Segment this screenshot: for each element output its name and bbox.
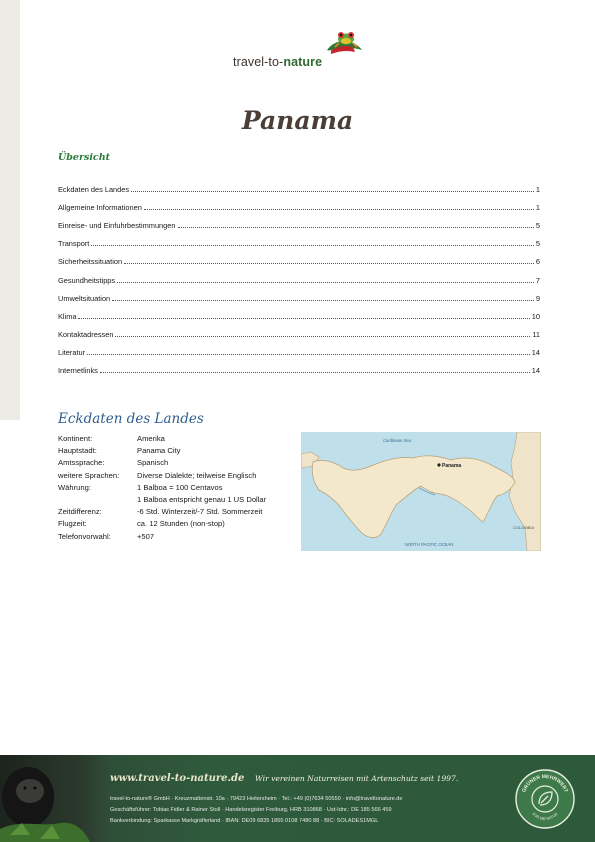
toc-entry-page: 5: [535, 221, 540, 231]
toc-entry[interactable]: [58, 357, 540, 375]
toc-entry-page: 1: [535, 203, 540, 213]
fact-row: [58, 506, 266, 518]
fact-value: Amerika: [137, 434, 165, 443]
toc-entry-label: Eckdaten des Landes: [58, 185, 130, 195]
toc-leader-dots: [91, 245, 534, 246]
gruener-mehrwert-badge: [514, 768, 576, 830]
fact-value: Spanisch: [137, 458, 169, 468]
logo-wordmark: travel-to-nature: [233, 55, 323, 69]
toc-leader-dots: [131, 191, 534, 192]
fact-label: weitere Sprachen:: [58, 470, 120, 480]
toc-entry[interactable]: [58, 212, 540, 230]
toc-entry-label: Literatur: [58, 347, 86, 357]
toc-leader-dots: [87, 354, 530, 355]
fact-label: Währung:: [58, 482, 91, 492]
toc-entry-page: 7: [535, 275, 540, 285]
toc-entry-page: 6: [535, 257, 540, 267]
paper-edge-decoration: [0, 0, 20, 420]
fact-value: Panama City: [137, 446, 181, 456]
toc-leader-dots: [112, 300, 534, 301]
toc-entry-page: 11: [532, 329, 540, 339]
toc-entry-label: Umweltsituation: [58, 293, 111, 303]
footer-website-link[interactable]: www.travel-to-nature.de: [110, 773, 245, 784]
toc-entry-page: 9: [535, 293, 540, 303]
fact-label: Zeitdifferenz:: [58, 507, 102, 517]
toc-leader-dots: [144, 209, 534, 210]
toc-leader-dots: [124, 263, 534, 264]
fact-value: ca. 12 Stunden (non-stop): [137, 519, 225, 529]
fact-row: [58, 518, 266, 530]
footer-banner: [0, 755, 595, 842]
toc-entry[interactable]: [58, 303, 540, 321]
toc-leader-dots: [115, 336, 530, 337]
toc-entry[interactable]: [58, 248, 540, 266]
toc-entry[interactable]: [58, 194, 540, 212]
toc-entry-page: 14: [531, 347, 540, 357]
frog-icon: [325, 30, 363, 56]
fact-row: [58, 531, 266, 543]
fact-value: 1 Balboa = 100 Centavos 1 Balboa entspricht genau 1 US Dollar: [137, 482, 267, 505]
table-of-contents: [58, 176, 540, 375]
toc-entry-label: Internetlinks: [58, 366, 98, 376]
travel-to-nature-logo[interactable]: [233, 30, 363, 74]
country-facts: [58, 433, 266, 543]
toc-entry-page: 1: [535, 185, 540, 195]
toc-entry[interactable]: [58, 266, 540, 284]
toc-entry-label: Gesundheitstipps: [58, 275, 116, 285]
toc-entry-label: Sicherheitssituation: [58, 257, 123, 267]
badge-text-top: GRÜNER MEHRWERT: [521, 773, 569, 794]
toc-leader-dots: [117, 282, 534, 283]
fact-row: [58, 470, 266, 482]
toc-entry-label: Einreise- und Einfuhrbestimmungen: [58, 221, 176, 231]
footer-management: Geschäftsführer: Tobias Fidler & Rainer Stoll · Handelsregister Freiburg, HRB 310868 · Ust-Idnr.: DE 185 566 459: [110, 807, 392, 813]
section-title-eckdaten: Eckdaten des Landes: [58, 411, 204, 427]
map-colombia-label: COLOMBIA: [513, 525, 535, 530]
map-capital-label: Panama: [442, 463, 462, 469]
fact-row: [58, 457, 266, 469]
badge-text-bottom: FÜR DIE NATUR: [531, 811, 559, 822]
fact-label: Telefonvorwahl:: [58, 531, 111, 541]
toc-entry-label: Allgemeine Informationen: [58, 203, 142, 213]
toc-leader-dots: [178, 227, 534, 228]
fact-value: -6 Std. Winterzeit/-7 Std. Sommerzeit: [137, 507, 263, 517]
toc-entry-page: 14: [531, 366, 540, 376]
toc-entry-page: 10: [531, 311, 540, 321]
fact-label: Flugzeit:: [58, 519, 87, 529]
fact-value: Diverse Dialekte; teilweise Englisch: [137, 470, 257, 480]
gorilla-photo: [0, 755, 110, 842]
fact-row: [58, 482, 266, 506]
footer-address: travel-to-nature® GmbH · Kreuzmattenstr. 10a · 79423 Heitersheim · Tel.: +49 (0)7634 50550 · info@traveltonature.de: [110, 796, 403, 802]
toc-leader-dots: [100, 372, 530, 373]
map-pacific-label: NORTH PACIFIC OCEAN: [405, 542, 454, 547]
toc-entry-label: Transport: [58, 239, 90, 249]
fact-label: Hauptstadt:: [58, 446, 97, 456]
fact-value: +507: [137, 531, 155, 541]
toc-entry[interactable]: [58, 321, 540, 339]
page-title: Panama: [241, 106, 354, 135]
toc-entry-label: Klima: [58, 311, 77, 321]
fact-label: Amtssprache:: [58, 458, 105, 468]
toc-entry[interactable]: [58, 230, 540, 248]
toc-entry-label: Kontaktadressen: [58, 329, 114, 339]
map-caribbean-label: Caribbean Sea: [383, 438, 411, 443]
capital-marker: [437, 463, 440, 466]
fact-row: [58, 445, 266, 457]
toc-entry[interactable]: [58, 339, 540, 357]
panama-map: [301, 432, 541, 551]
footer-bank-details: Bankverbindung: Sparkasse Markgräflerland · IBAN: DE09 6835 1865 0108 7480 88 · BIC: SOLADES1MGL: [110, 818, 379, 824]
toc-entry[interactable]: [58, 285, 540, 303]
toc-leader-dots: [78, 318, 529, 319]
footer-slogan: Wir vereinen Naturreisen mit Artenschutz seit 1997.: [255, 774, 459, 783]
fact-row: [58, 433, 266, 445]
toc-entry-page: 5: [535, 239, 540, 249]
toc-entry[interactable]: [58, 176, 540, 194]
fact-label: Kontinent:: [58, 434, 93, 443]
toc-heading: Übersicht: [58, 152, 111, 163]
